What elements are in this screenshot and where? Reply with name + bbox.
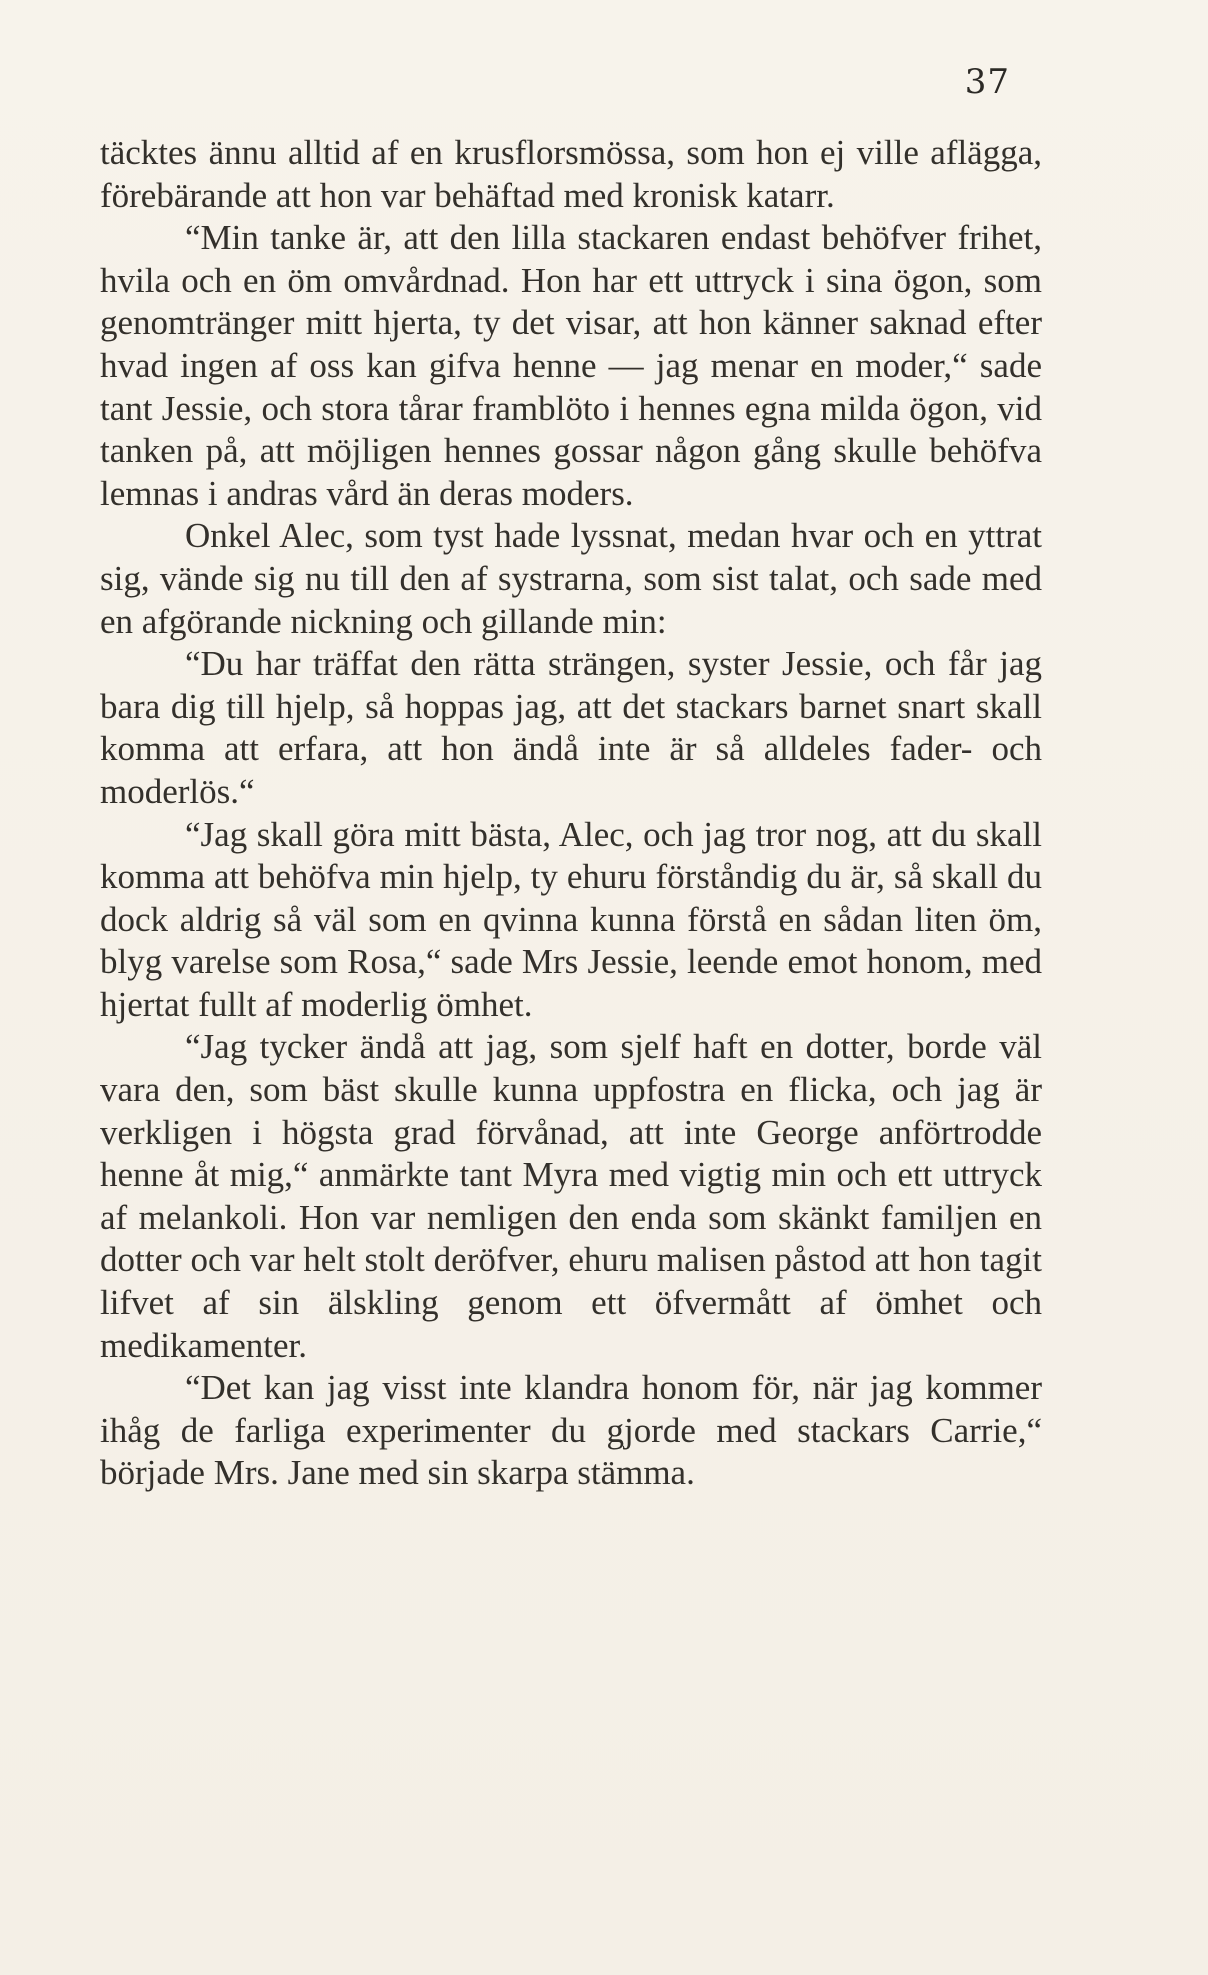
paragraph: “Min tanke är, att den lilla stackaren endast behöfver frihet, hvila och en öm omvårdnad. Hon har ett uttryck i sina ögon, som genomtränger mitt hjerta, ty det visar, att hon känner saknad efter hvad ingen af oss kan gifva henne — jag menar en moder,“ sade tant Jessie, och stora tårar framblöto i hennes egna milda ögon, vid tanken på, att möjligen hennes gossar någon gång skulle behöfva lemnas i andras vård än deras moders. bbox=[100, 218, 1042, 513]
paragraph: “Jag tycker ändå att jag, som sjelf haft en dotter, borde väl vara den, som bäst skulle kunna uppfostra en flicka, och jag är verkligen i högsta grad förvånad, att inte George anförtrodde henne åt mig,“ anmärkte tant Myra med vigtig min och ett uttryck af melankoli. Hon var nemligen den enda som skänkt familjen en dotter och var helt stolt deröfver, ehuru malisen påstod att hon tagit lifvet af sin älskling genom ett öfvermått af ömhet och medikamenter. bbox=[100, 1027, 1042, 1365]
paragraph: täcktes ännu alltid af en krusflorsmössa, som hon ej ville aflägga, förebärande att hon var behäftad med kronisk katarr. bbox=[100, 133, 1042, 215]
paragraph: “Det kan jag visst inte klandra honom för, när jag kommer ihåg de farliga experimenter du gjorde med stackars Carrie,“ började Mrs. Jane med sin skarpa stämma. bbox=[100, 1368, 1042, 1493]
body-text bbox=[100, 132, 1042, 1495]
paragraph: Onkel Alec, som tyst hade lyssnat, medan hvar och en yttrat sig, vände sig nu till den af systrarna, som sist talat, och sade med en afgörande nickning och gillande min: bbox=[100, 516, 1042, 641]
paragraph: “Du har träffat den rätta strängen, syster Jessie, och får jag bara dig till hjelp, så hoppas jag, att det stackars barnet snart skall komma att erfara, att hon ändå inte är så alldeles fader- och moderlös.“ bbox=[100, 644, 1042, 811]
paragraph: “Jag skall göra mitt bästa, Alec, och jag tror nog, att du skall komma att behöfva min hjelp, ty ehuru förståndig du är, så skall du dock aldrig så väl som en qvinna kunna förstå en sådan liten öm, blyg varelse som Rosa,“ sade Mrs Jessie, leende emot honom, med hjertat fullt af moderlig ömhet. bbox=[100, 814, 1042, 1024]
page-number: 37 bbox=[964, 62, 1010, 102]
